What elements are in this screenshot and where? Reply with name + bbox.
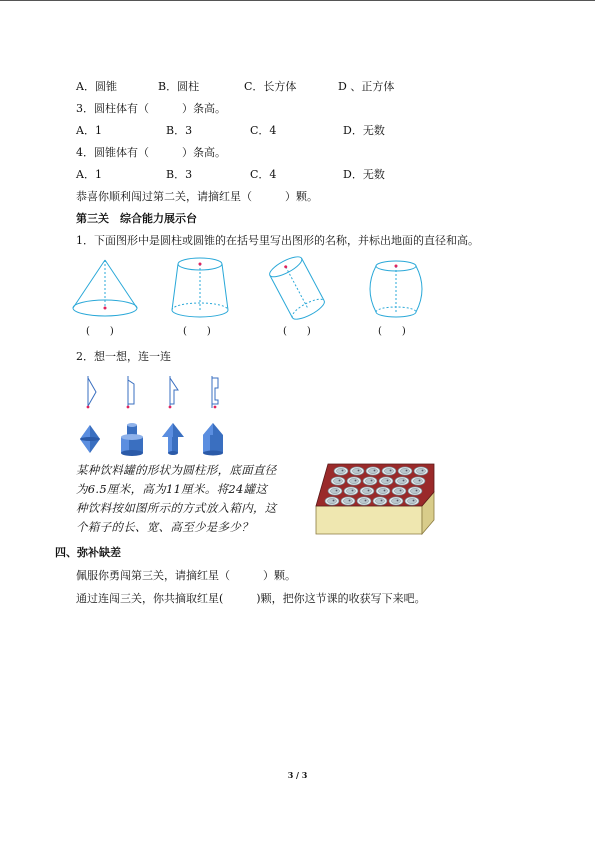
barrel-figure [366,258,426,320]
task2-instruction: 2．想一想，连一连 [76,350,171,363]
can-top [363,477,377,485]
frustum-figure [168,256,232,322]
q2-option-d: D 、正方体 [338,80,395,93]
can-top [325,497,339,505]
double-cone-solid-icon [78,424,102,454]
word-problem-line-2: 为6.5厘米，高为11厘米。将24罐这 [76,482,268,496]
stacked-cylinders-solid-icon [118,422,146,456]
task1-instruction: 1．下面图形中是圆柱或圆锥的在括号里写出图形的名称，并标出地面的直径和高。 [76,234,479,247]
q4-option-d: D．无数 [343,168,385,181]
shape-answer-3[interactable]: ( ) [283,326,311,337]
can-top [382,467,396,475]
word-problem [76,461,304,537]
can-top [379,477,393,485]
tilted-cylinder-figure [262,254,332,322]
q3-option-b: B．3 [166,124,193,137]
can-top [334,467,348,475]
can-top [373,497,387,505]
q4-option-b: B．3 [166,168,193,181]
can-top [392,487,406,495]
shape-answer-2[interactable]: ( ) [183,326,211,337]
arrow-solid-icon [160,422,186,456]
q2-option-a: A．圆锥 [76,80,117,93]
shape-answer-1[interactable]: ( ) [86,326,114,337]
q3-option-c: C．4 [250,124,277,137]
q4-option-a: A．1 [76,168,102,181]
profile-triangle-icon [84,374,100,410]
section4-title: 四、弥补缺差 [55,546,121,559]
q2-option-b: B．圆柱 [158,80,200,93]
summary-prompt: 通过连闯三关，你共摘取红星( )颗，把你这节课的收获写下来吧。 [76,592,426,605]
word-problem-line-1: 某种饮料罐的形状为圆柱形，底面直径 [76,463,277,477]
level3-title: 第三关 综合能力展示台 [76,212,197,225]
profile-bracket-icon [208,374,224,410]
cone-figure [70,258,140,320]
level2-reward: 恭喜你顺利闯过第二关，请摘红星（ ）颗。 [76,190,318,203]
can-top [328,487,342,495]
can-top [411,477,425,485]
can-top [414,467,428,475]
word-problem-line-4: 个箱子的长、宽、高至少是多少？ [76,520,253,534]
can-top [344,487,358,495]
q3-option-a: A．1 [76,124,102,137]
can-top [405,497,419,505]
profile-arrow-icon [166,374,182,410]
profile-rectangle-icon [124,374,140,410]
q4-stem: 4．圆锥体有（ ）条高。 [76,146,226,159]
level3-reward: 佩服你勇闯第三关，请摘红星（ ）颗。 [76,569,296,582]
can-top [357,497,371,505]
page-number: 3 / 3 [287,770,308,780]
q3-stem: 3．圆柱体有（ ）条高。 [76,102,226,115]
can-top [389,497,403,505]
can-top [395,477,409,485]
can-top [350,467,364,475]
shape-answer-4[interactable]: ( ) [378,326,406,337]
q3-option-d: D．无数 [343,124,385,137]
word-problem-line-3: 种饮料按如图所示的方式放入箱内，这 [76,501,277,515]
can-top [376,487,390,495]
q2-option-c: C．长方体 [244,80,297,93]
cone-cylinder-solid-icon [200,422,226,456]
can-top [331,477,345,485]
can-top [398,467,412,475]
can-top [341,497,355,505]
can-top [347,477,361,485]
box-of-cans-illustration [314,460,436,536]
header-rule [0,0,595,1]
can-top [366,467,380,475]
can-top [360,487,374,495]
q4-option-c: C．4 [250,168,277,181]
can-top [408,487,422,495]
